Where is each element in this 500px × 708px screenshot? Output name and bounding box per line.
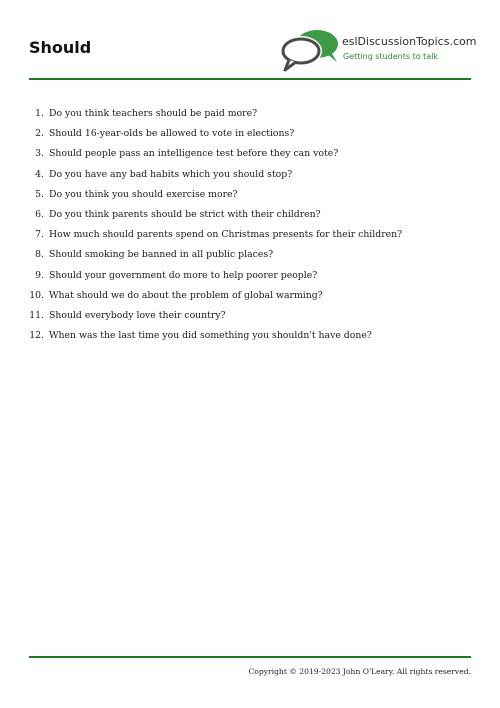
header-divider <box>29 78 471 80</box>
question-list <box>29 104 471 346</box>
question-text: When was the last time you did something you shouldn't have done? <box>49 330 372 342</box>
question-text: How much should parents spend on Christmas presents for their children? <box>49 229 403 241</box>
item-number: 12. <box>29 330 44 342</box>
footer-divider <box>29 656 471 658</box>
question-text: Do you think parents should be strict with their children? <box>49 208 321 220</box>
list-item <box>29 144 471 164</box>
item-number: 10. <box>29 289 44 301</box>
item-number: 2. <box>35 128 44 140</box>
list-item <box>29 306 471 326</box>
list-item <box>29 245 471 265</box>
item-number: 7. <box>35 229 44 241</box>
copyright-notice: Copyright © 2019-2023 John O'Leary. All rights reserved. <box>248 667 471 676</box>
question-text: Do you have any bad habits which you should stop? <box>49 168 293 180</box>
speech-bubbles-icon <box>279 28 341 74</box>
question-text: Should smoking be banned in all public places? <box>49 249 274 261</box>
question-text: Should people pass an intelligence test before they can vote? <box>49 148 339 160</box>
item-number: 5. <box>35 188 44 200</box>
question-text: Should everybody love their country? <box>49 309 226 321</box>
question-text: Should 16-year-olds be allowed to vote in elections? <box>49 128 295 140</box>
item-number: 1. <box>35 108 44 119</box>
item-number: 6. <box>35 208 44 220</box>
item-number: 8. <box>35 249 44 261</box>
question-text: Should your government do more to help poorer people? <box>49 269 318 281</box>
item-number: 4. <box>35 168 44 180</box>
list-item <box>29 205 471 225</box>
item-number: 9. <box>35 269 44 281</box>
brand-tagline: Getting students to talk <box>343 52 439 61</box>
list-item <box>29 165 471 185</box>
site-logo <box>279 28 477 74</box>
item-number: 3. <box>35 148 44 160</box>
question-text: Do you think you should exercise more? <box>49 188 238 200</box>
list-item <box>29 104 471 124</box>
page-title: Should <box>29 38 92 57</box>
list-item <box>29 124 471 144</box>
list-item <box>29 326 471 346</box>
list-item <box>29 185 471 205</box>
question-text: Do you think teachers should be paid more? <box>49 108 258 119</box>
item-number: 11. <box>29 309 44 321</box>
brand-name: eslDiscussionTopics.com <box>342 35 477 48</box>
list-item <box>29 266 471 286</box>
question-text: What should we do about the problem of global warming? <box>49 289 323 301</box>
list-item <box>29 286 471 306</box>
list-item <box>29 225 471 245</box>
